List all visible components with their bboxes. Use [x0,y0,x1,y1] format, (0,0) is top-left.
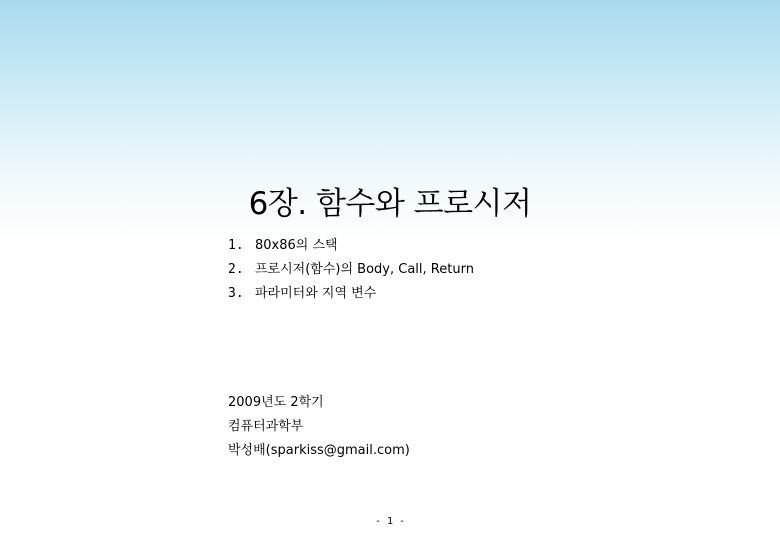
toc-text: 파라미터와 지역 변수 [255,286,377,301]
toc-item [228,258,474,282]
toc-number: 1. [228,238,244,253]
toc-text: 프로시저(함수)의 Body, Call, Return [255,262,474,277]
toc-item [228,234,474,258]
page-number: - 1 - [374,516,406,527]
toc-number: 2. [228,262,244,277]
toc-number: 3. [228,286,244,301]
toc-item [228,282,474,306]
author-text: 박성배(sparkiss@gmail.com) [228,443,410,458]
term-text: 2009년도 2학기 [228,395,324,410]
slide-title: 6장. 함수와 프로시저 [248,186,532,222]
author-info [228,391,410,463]
department-text: 컴퓨터과학부 [228,419,304,434]
toc-text: 80x86의 스택 [255,238,338,253]
toc-list [228,234,474,306]
